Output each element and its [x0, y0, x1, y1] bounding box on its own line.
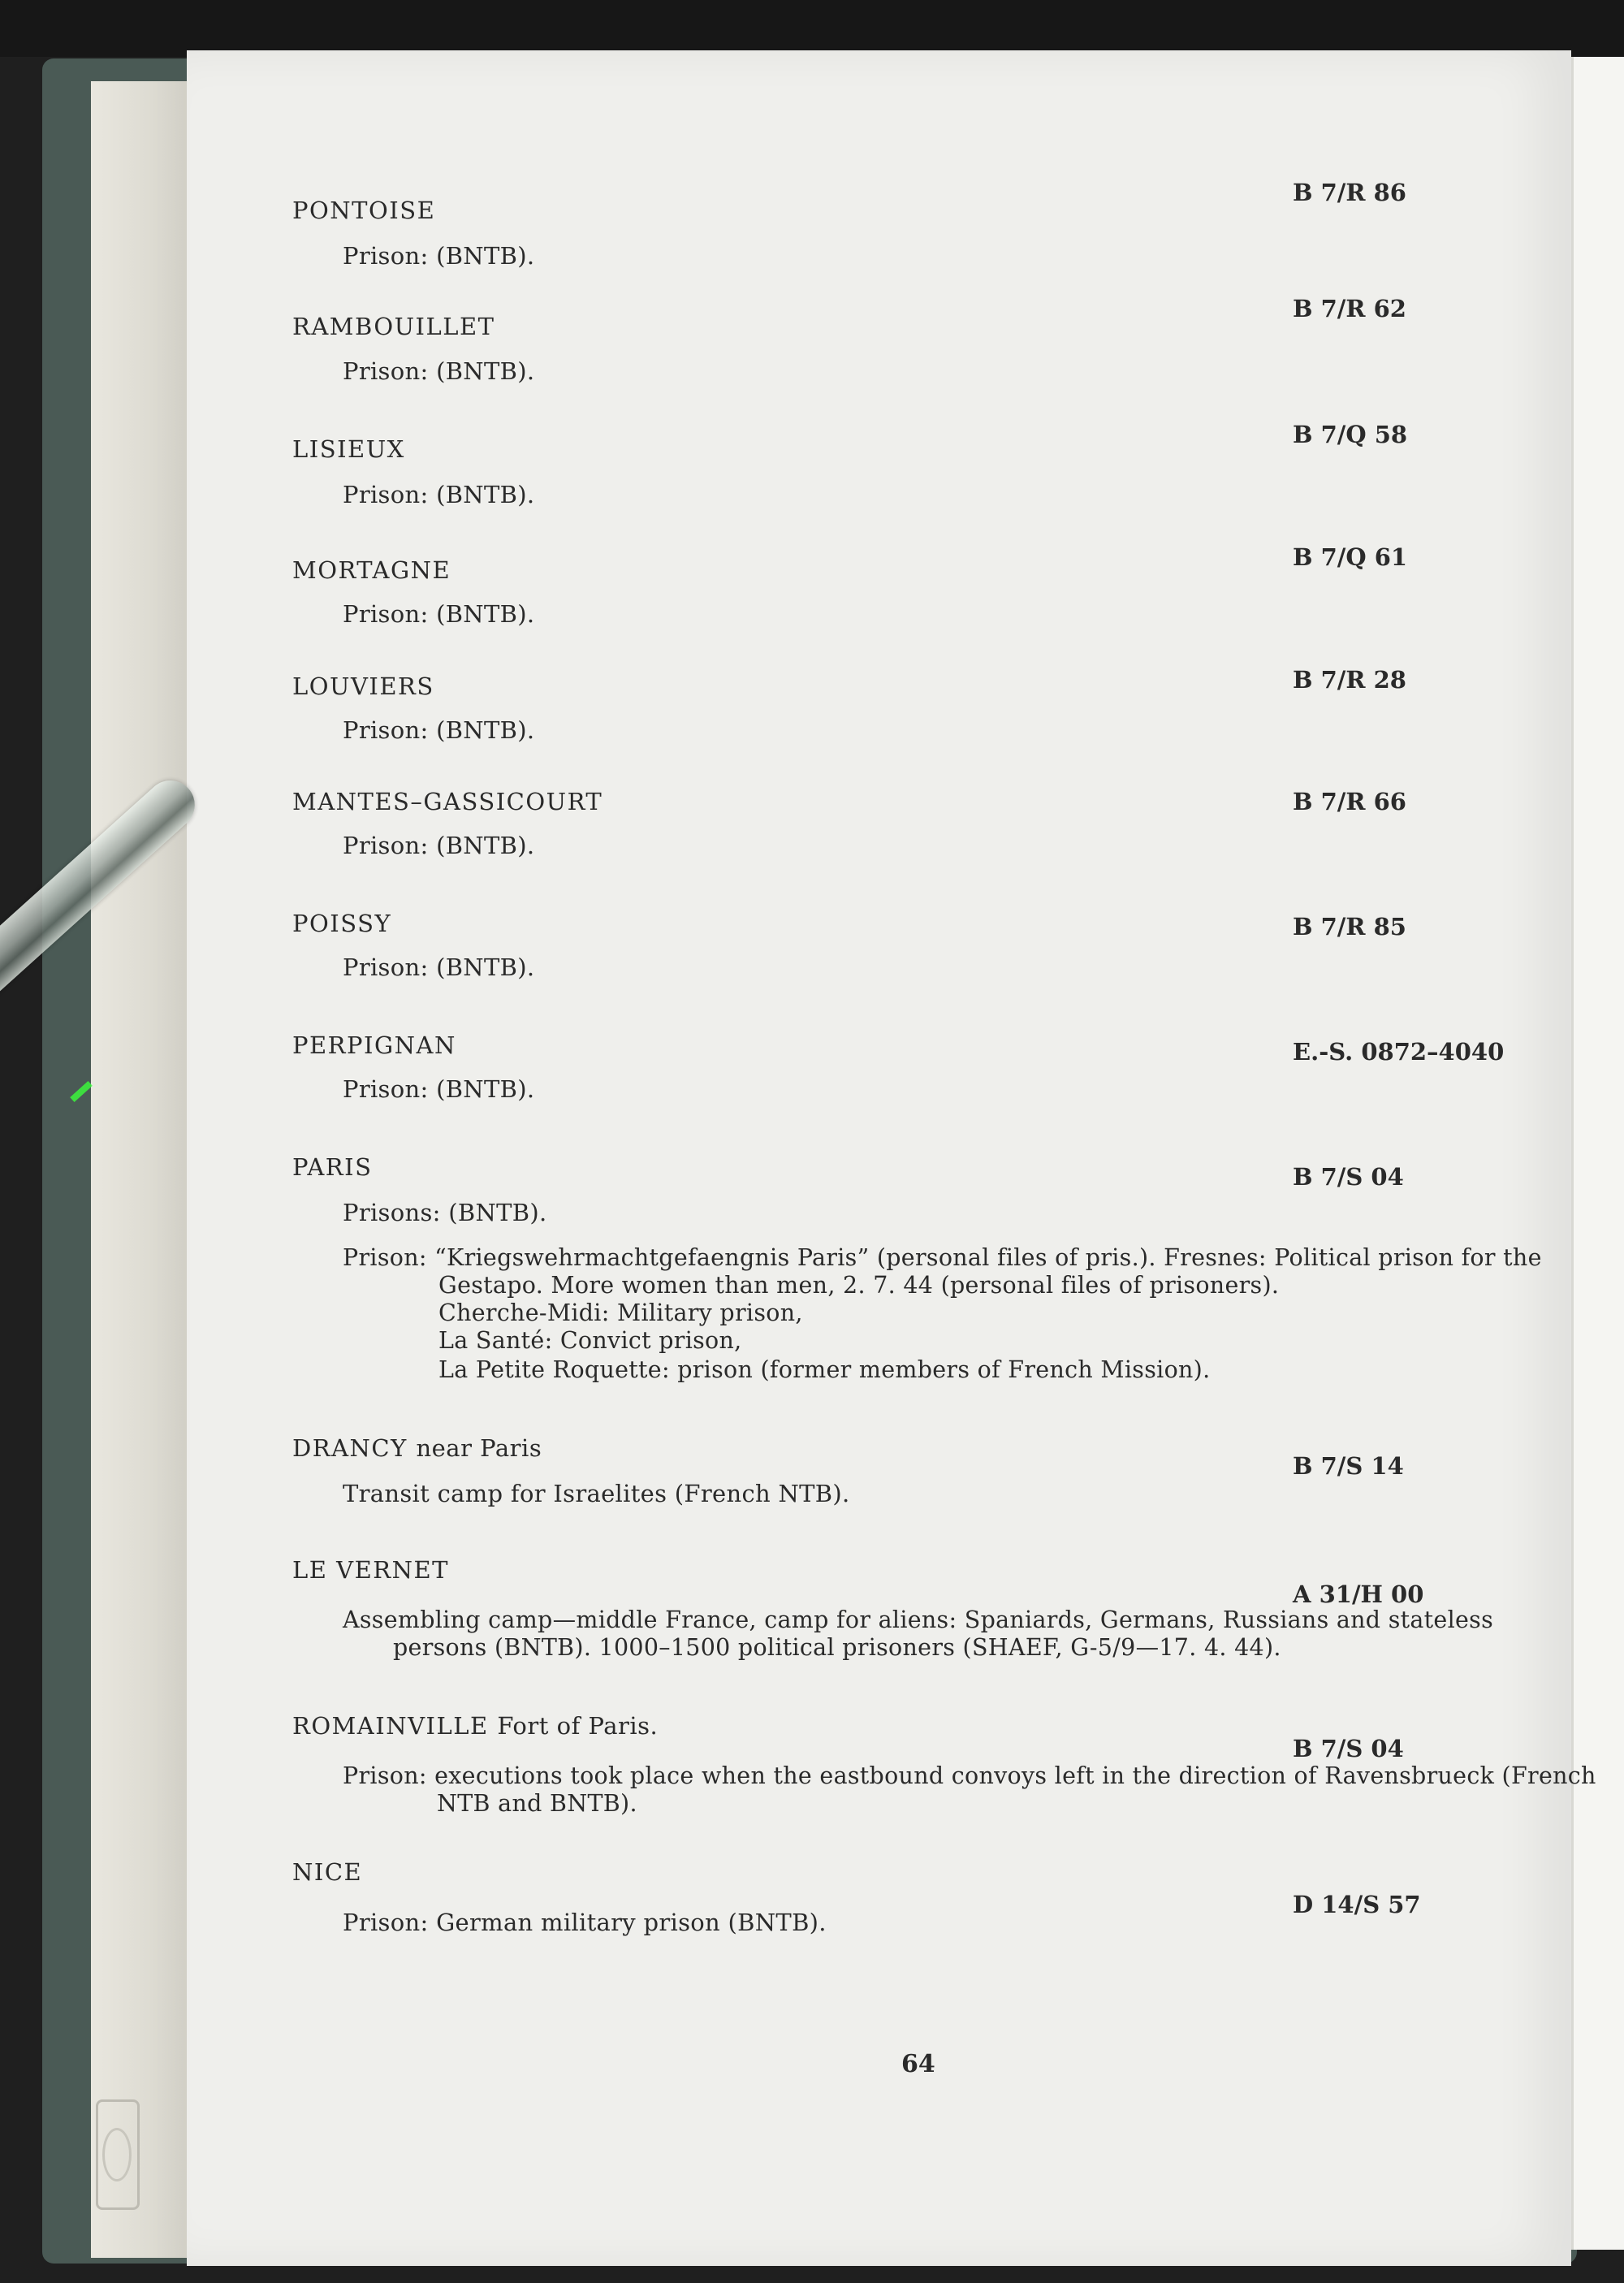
entry-line: Prison: “Kriegswehrmachtgefaengnis Paris” (personal files of pris.). Fresnes: Political prison for the	[343, 1244, 1542, 1271]
place-name: PONTOISE	[292, 197, 436, 224]
page-edges	[91, 81, 192, 2258]
entry-line: Gestapo. More women than men, 2. 7. 44 (personal files of prisoners).	[438, 1272, 1280, 1299]
reference-code: B 7/S 14	[1293, 1452, 1404, 1480]
background-top	[0, 0, 1624, 57]
entry-line: Prison: (BNTB).	[343, 953, 535, 981]
place-name: LOUVIERS	[292, 672, 434, 700]
entry-line: Prison: German military prison (BNTB).	[343, 1909, 827, 1936]
place-name: LISIEUX	[292, 435, 405, 463]
place-name: LE VERNET	[292, 1556, 449, 1584]
reference-code: E.-S. 0872–4040	[1293, 1038, 1505, 1066]
reference-code: B 7/Q 58	[1293, 421, 1408, 448]
place-name: ROMAINVILLE Fort of Paris.	[292, 1712, 659, 1740]
reference-code: B 7/R 85	[1293, 913, 1406, 940]
page-number: 64	[901, 2050, 935, 2078]
place-name: POISSY	[292, 910, 392, 937]
place-name: DRANCY near Paris	[292, 1434, 542, 1462]
entry-line: Prison: executions took place when the eastbound convoys left in the direction of Ravensbrueck (French	[343, 1762, 1596, 1789]
entry-line: Prison: (BNTB).	[343, 357, 535, 385]
reference-code: B 7/R 86	[1293, 179, 1406, 206]
place-name: PERPIGNAN	[292, 1031, 456, 1059]
cover-emboss-mark	[102, 2128, 132, 2181]
reference-code: B 7/R 28	[1293, 666, 1406, 694]
reference-code: A 31/H 00	[1293, 1580, 1424, 1608]
entry-line: persons (BNTB). 1000–1500 political prisoners (SHAEF, G-5/9—17. 4. 44).	[393, 1634, 1281, 1661]
place-name: NICE	[292, 1858, 363, 1886]
entry-line: Prison: (BNTB).	[343, 1075, 535, 1103]
reference-code: B 7/S 04	[1293, 1163, 1404, 1191]
reference-code: B 7/R 62	[1293, 295, 1406, 322]
place-name: PARIS	[292, 1153, 373, 1181]
place-name: MORTAGNE	[292, 556, 451, 584]
entry-line: La Petite Roquette: prison (former members of French Mission).	[438, 1356, 1211, 1383]
entry-line: Prisons: (BNTB).	[343, 1199, 547, 1226]
place-name: RAMBOUILLET	[292, 313, 495, 340]
entry-line: Prison: (BNTB).	[343, 242, 535, 270]
reference-code: B 7/R 66	[1293, 788, 1406, 815]
reference-code: B 7/Q 61	[1293, 543, 1408, 571]
reference-code: D 14/S 57	[1293, 1891, 1421, 1918]
entry-line: La Santé: Convict prison,	[438, 1327, 742, 1354]
entry-line: Cherche-Midi: Military prison,	[438, 1299, 803, 1326]
facing-page-edge	[1571, 57, 1624, 2250]
entry-line: Prison: (BNTB).	[343, 600, 535, 628]
entry-line: Assembling camp—middle France, camp for aliens: Spaniards, Germans, Russians and stateless	[343, 1606, 1494, 1633]
place-name: MANTES–GASSICOURT	[292, 788, 603, 815]
entry-line: Prison: (BNTB).	[343, 716, 535, 744]
entry-line: Prison: (BNTB).	[343, 832, 535, 859]
reference-code: B 7/S 04	[1293, 1735, 1404, 1762]
entry-line: Transit camp for Israelites (French NTB).	[343, 1480, 850, 1507]
entry-line: NTB and BNTB).	[437, 1790, 637, 1817]
entry-line: Prison: (BNTB).	[343, 481, 535, 508]
